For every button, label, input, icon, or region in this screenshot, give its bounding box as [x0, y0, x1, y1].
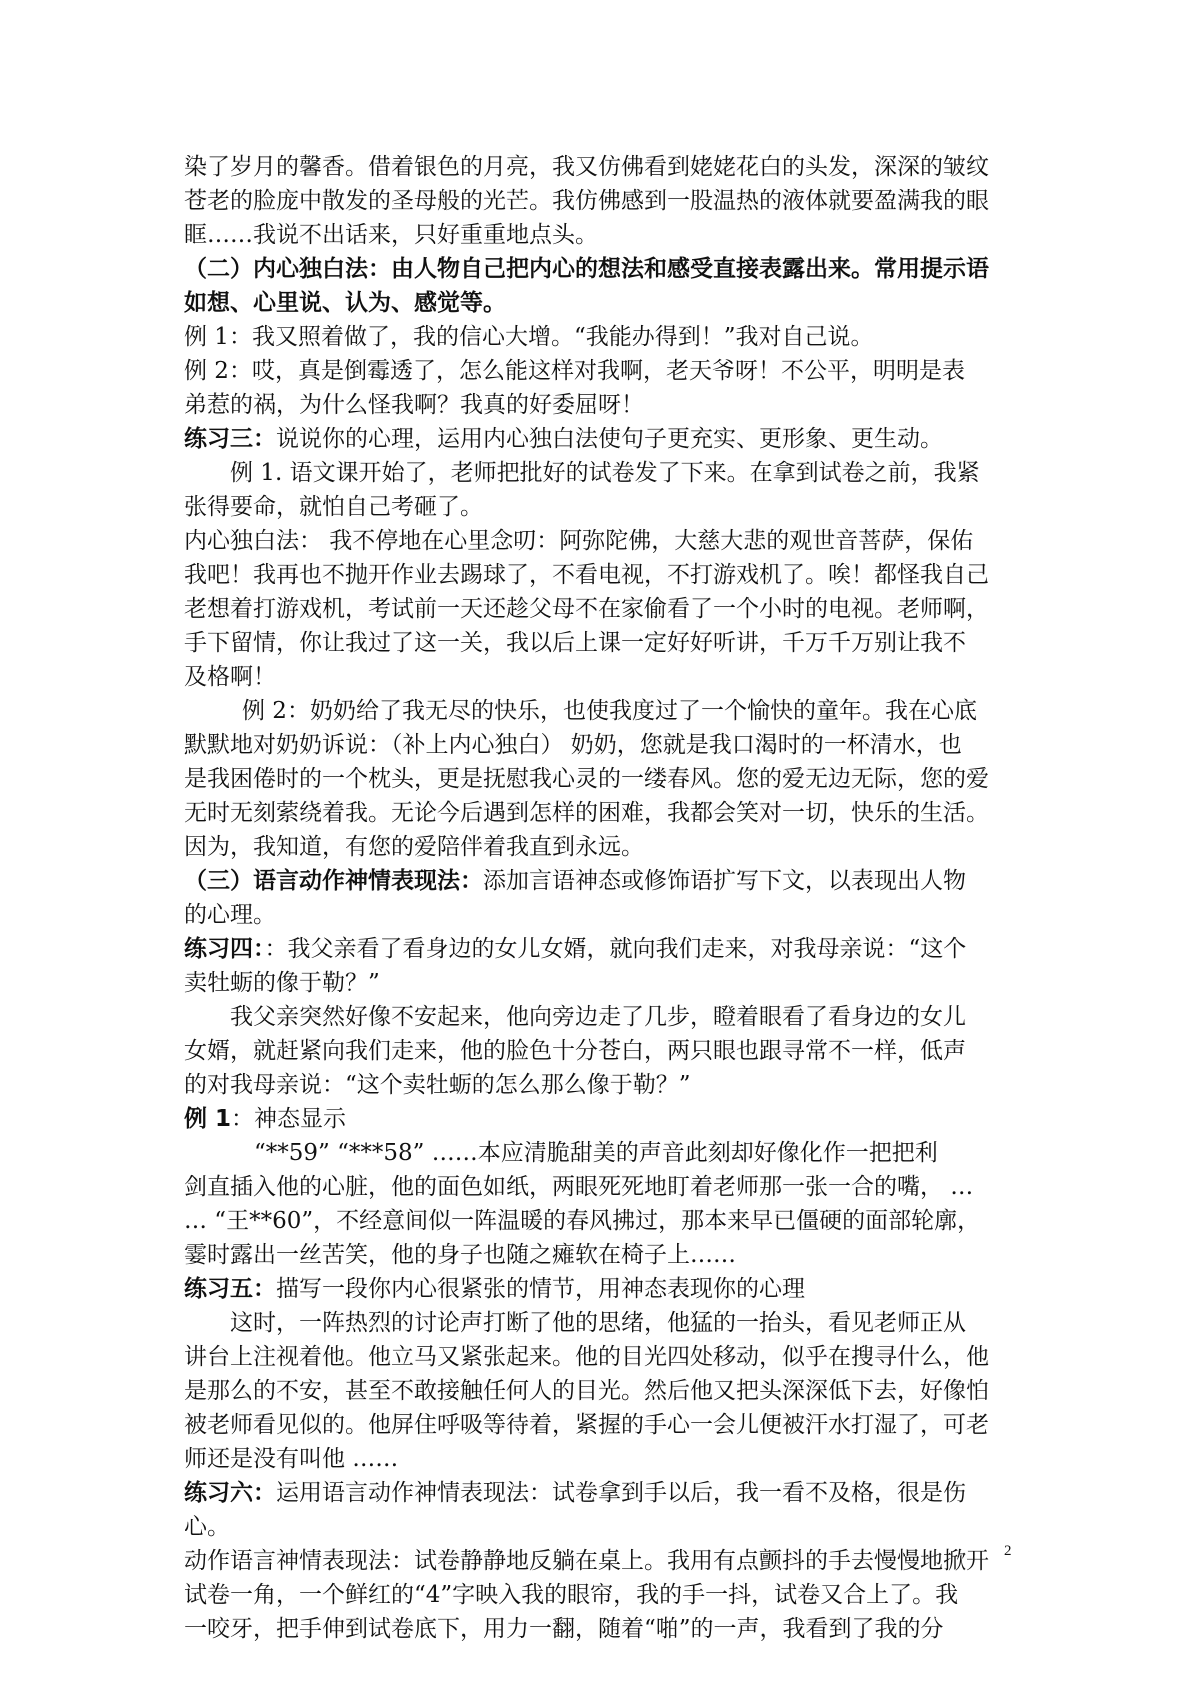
text-line: [184, 1000, 1024, 1034]
text-line: [184, 1408, 1024, 1442]
body-text: 内心独白法： 我不停地在心里念叨：阿弥陀佛，大慈大悲的观世音菩萨，保佑: [184, 528, 974, 554]
body-text: 例 1：我又照着做了，我的信心大增。“我能办得到！”我对自己说。: [184, 324, 874, 350]
text-line: [184, 490, 1024, 524]
text-line: [184, 1136, 1024, 1170]
body-text: 是我困倦时的一个枕头，更是抚慰我心灵的一缕春风。您的爱无边无际，您的爱: [184, 766, 989, 792]
body-text: 苍老的脸庞中散发的圣母般的光芒。我仿佛感到一股温热的液体就要盈满我的眼: [184, 188, 989, 214]
bold-heading-text: （二）内心独白法：由人物自己把内心的想法和感受直接表露出来。常用提示语: [184, 256, 989, 282]
body-text: 女婿，就赶紧向我们走来，他的脸色十分苍白，两只眼也跟寻常不一样，低声: [184, 1038, 966, 1064]
body-text: 霎时露出一丝苦笑，他的身子也随之瘫软在椅子上……: [184, 1242, 736, 1268]
body-text: 试卷一角，一个鲜红的“4”字映入我的眼帘，我的手一抖，试卷又合上了。我: [184, 1582, 959, 1608]
text-line: [184, 1510, 1024, 1544]
body-text: 是那么的不安，甚至不敢接触任何人的目光。然后他又把头深深低下去，好像怕: [184, 1378, 989, 1404]
text-line: [184, 1204, 1024, 1238]
text-line: [184, 592, 1024, 626]
text-line: [184, 218, 1024, 252]
body-text: “**59” “***58” ……本应清脆甜美的声音此刻却好像化作一把把利: [254, 1140, 938, 1166]
bold-heading-text: 练习六：: [184, 1480, 276, 1506]
body-text: 染了岁月的馨香。借着银色的月亮，我又仿佛看到姥姥花白的头发，深深的皱纹: [184, 154, 989, 180]
body-text: 例 2：奶奶给了我无尽的快乐，也使我度过了一个愉快的童年。我在心底: [242, 698, 977, 724]
body-text: 及格啊！: [184, 664, 276, 690]
body-text: 动作语言神情表现法：试卷静静地反躺在桌上。我用有点颤抖的手去慢慢地掀开: [184, 1548, 989, 1574]
text-line: [184, 1374, 1024, 1408]
body-text: 师还是没有叫他 ……: [184, 1446, 399, 1472]
body-text: 心。: [184, 1514, 230, 1540]
text-line: [184, 1102, 1024, 1136]
text-line: [184, 1068, 1024, 1102]
text-line: [184, 864, 1024, 898]
body-text: 剑直插入他的心脏，他的面色如纸，两眼死死地盯着老师那一张一合的嘴， …: [184, 1174, 974, 1200]
bold-heading-text: 练习五：: [184, 1276, 276, 1302]
body-text: 例 1. 语文课开始了，老师把批好的试卷发了下来。在拿到试卷之前，我紧: [230, 460, 980, 486]
page-number: 2: [1004, 1543, 1012, 1559]
body-text: 卖牡蛎的像于勒？”: [184, 970, 380, 996]
text-line: [184, 1170, 1024, 1204]
document-body: [184, 150, 1024, 1646]
body-text: 张得要命，就怕自己考砸了。: [184, 494, 483, 520]
body-text: 默默地对奶奶诉说：（补上内心独白） 奶奶，您就是我口渴时的一杯清水，也: [184, 732, 962, 758]
body-text: 无时无刻萦绕着我。无论今后遇到怎样的困难，我都会笑对一切，快乐的生活。: [184, 800, 989, 826]
text-line: [184, 1034, 1024, 1068]
text-line: [184, 1612, 1024, 1646]
body-text: 这时，一阵热烈的讨论声打断了他的思绪，他猛的一抬头，看见老师正从: [230, 1310, 966, 1336]
bold-heading-text: 练习三：: [184, 426, 276, 452]
body-text: 讲台上注视着他。他立马又紧张起来。他的目光四处移动，似乎在搜寻什么，他: [184, 1344, 989, 1370]
text-line: [184, 1306, 1024, 1340]
text-line: [184, 456, 1024, 490]
body-text: 描写一段你内心很紧张的情节，用神态表现你的心理: [276, 1276, 805, 1302]
text-line: [184, 966, 1024, 1000]
body-text: … “王**60”，不经意间似一阵温暖的春风拂过，那本来早已僵硬的面部轮廓，: [184, 1208, 981, 1234]
text-line: [184, 150, 1024, 184]
body-text: 说说你的心理，运用内心独白法使句子更充实、更形象、更生动。: [276, 426, 943, 452]
text-line: [184, 626, 1024, 660]
body-text: ：我父亲看了看身边的女儿女婿，就向我们走来，对我母亲说：“这个: [264, 936, 967, 962]
body-text: 弟惹的祸，为什么怪我啊？我真的好委屈呀！: [184, 392, 644, 418]
text-line: [184, 1442, 1024, 1476]
text-line: [184, 1476, 1024, 1510]
body-text: 的心理。: [184, 902, 276, 928]
body-text: 的对我母亲说：“这个卖牡蛎的怎么那么像于勒？”: [184, 1072, 691, 1098]
bold-heading-text: 如想、心里说、认为、感觉等。: [184, 290, 506, 316]
text-line: [184, 558, 1024, 592]
text-line: [184, 660, 1024, 694]
text-line: [184, 422, 1024, 456]
body-text: 一咬牙，把手伸到试卷底下，用力一翻，随着“啪”的一声，我看到了我的分: [184, 1616, 944, 1642]
body-text: 我父亲突然好像不安起来，他向旁边走了几步，瞪着眼看了看身边的女儿: [230, 1004, 966, 1030]
text-line: [184, 796, 1024, 830]
text-line: [184, 1544, 1024, 1578]
bold-heading-text: 练习四：: [184, 936, 265, 962]
text-line: [184, 354, 1024, 388]
body-text: ：神态显示: [231, 1106, 347, 1132]
body-text: 老想着打游戏机，考试前一天还趁父母不在家偷看了一个小时的电视。老师啊，: [184, 596, 989, 622]
text-line: [184, 1272, 1024, 1306]
body-text: 运用语言动作神情表现法：试卷拿到手以后，我一看不及格，很是伤: [276, 1480, 966, 1506]
text-line: [184, 252, 1024, 286]
body-text: 眶……我说不出话来，只好重重地点头。: [184, 222, 598, 248]
text-line: [184, 830, 1024, 864]
text-line: [184, 1578, 1024, 1612]
body-text: 被老师看见似的。他屏住呼吸等待着，紧握的手心一会儿便被汗水打湿了，可老: [184, 1412, 989, 1438]
text-line: [184, 728, 1024, 762]
text-line: [184, 694, 1024, 728]
text-line: [184, 184, 1024, 218]
body-text: 手下留情，你让我过了这一关，我以后上课一定好好听讲，千万千万别让我不: [184, 630, 966, 656]
text-line: [184, 932, 1024, 966]
bold-heading-text: （三）语言动作神情表现法：: [184, 868, 483, 894]
bold-heading-text: 例 1: [184, 1106, 232, 1132]
body-text: 例 2：哎，真是倒霉透了，怎么能这样对我啊，老天爷呀！不公平，明明是表: [184, 358, 965, 384]
text-line: [184, 286, 1024, 320]
text-line: [184, 762, 1024, 796]
body-text: 我吧！我再也不抛开作业去踢球了，不看电视，不打游戏机了。唉！都怪我自己: [184, 562, 989, 588]
body-text: 添加言语神态或修饰语扩写下文，以表现出人物: [483, 868, 966, 894]
text-line: [184, 320, 1024, 354]
text-line: [184, 1238, 1024, 1272]
body-text: 因为，我知道，有您的爱陪伴着我直到永远。: [184, 834, 644, 860]
text-line: [184, 524, 1024, 558]
text-line: [184, 898, 1024, 932]
text-line: [184, 388, 1024, 422]
text-line: [184, 1340, 1024, 1374]
